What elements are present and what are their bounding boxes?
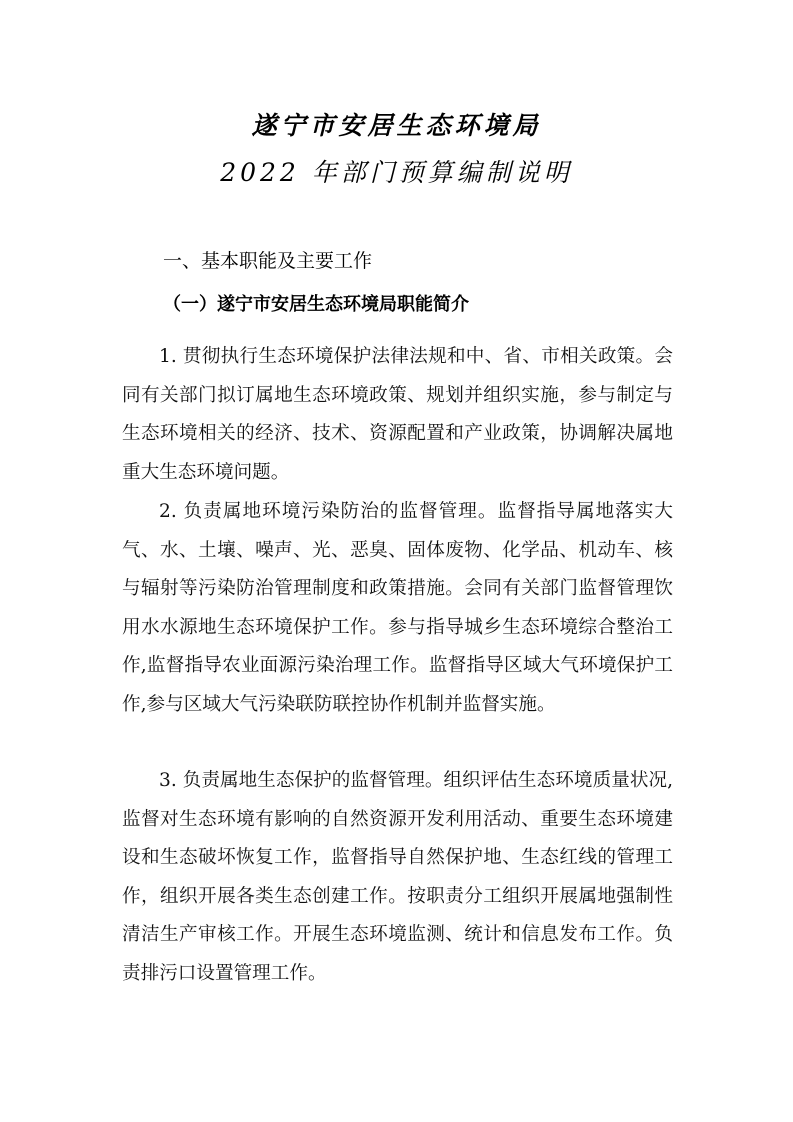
paragraph-1: 1. 贯彻执行生态环境保护法律法规和中、省、市相关政策。会同有关部门拟订属地生态环境政策、规划并组织实施，参与制定与生态环境相关的经济、技术、资源配置和产业政策，协调解决属地重大生态环境问题。 bbox=[122, 346, 673, 483]
document-title: 遂宁市安居生态环境局 bbox=[251, 111, 542, 140]
subsection-heading: （一）遂宁市安居生态环境局职能简介 bbox=[163, 294, 469, 315]
paragraph-3: 3. 负责属地生态保护的监督管理。组织评估生态环境质量状况,监督对生态环境有影响的自然资源开发利用活动、重要生态环境建设和生态破坏恢复工作，监督指导自然保护地、生态红线的管理工作，组织开展各类生态创建工作。按职责分工组织开展属地强制性清洁生产审核工作。开展生态环境监测、统计和信息发布工作。负责排污口设置管理工作。 bbox=[122, 770, 673, 984]
document-subtitle: 2022 年部门预算编制说明 bbox=[220, 158, 573, 187]
paragraph-2: 2. 负责属地环境污染防治的监督管理。监督指导属地落实大气、水、土壤、噪声、光、恶臭、固体废物、化学品、机动车、核与辐射等污染防治管理制度和政策措施。会同有关部门监督管理饮用水水源地生态环境保护工作。参与指导城乡生态环境综合整治工作,监督指导农业面源污染治理工作。监督指导区域大气环境保护工作,参与区域大气污染联防联控协作机制并监督实施。 bbox=[122, 501, 673, 715]
section-heading: 一、基本职能及主要工作 bbox=[163, 250, 373, 272]
